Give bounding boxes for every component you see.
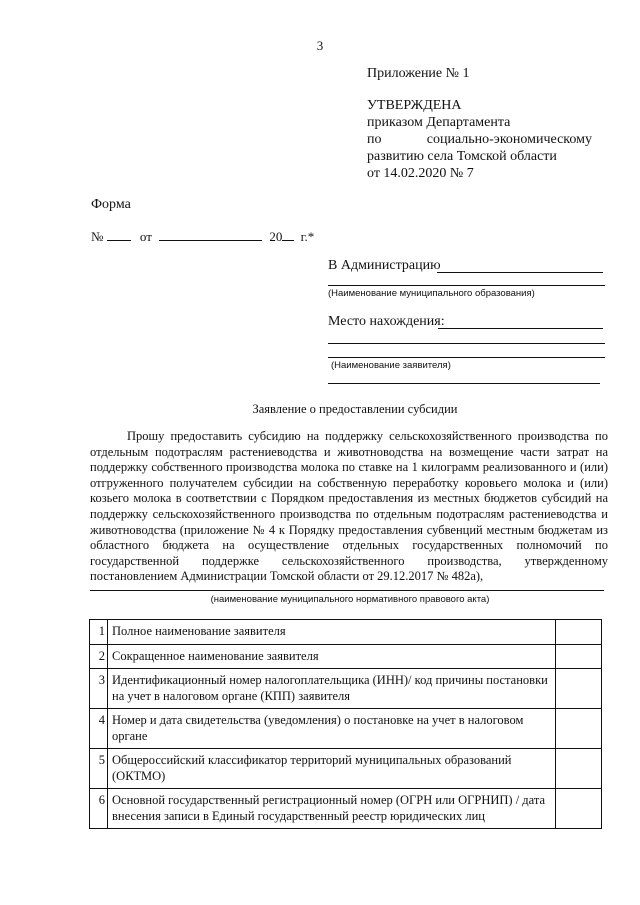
row-value-cell[interactable] [556, 749, 602, 789]
applicant-name-blank[interactable] [328, 357, 605, 358]
row-value-cell[interactable] [556, 644, 602, 669]
approval-line-1: УТВЕРЖДЕНА [367, 98, 462, 113]
row-label: Общероссийский классификатор территорий муниципальных образований (ОКТМО) [108, 749, 556, 789]
year-suffix: г.* [300, 229, 315, 244]
table-row [90, 669, 602, 709]
approval-line-3 [367, 131, 592, 148]
row-number: 4 [90, 709, 108, 749]
approval-block [367, 97, 592, 182]
table-row [90, 709, 602, 749]
approval-line-3-b: социально-экономическому [426, 132, 592, 147]
location-label: Место нахождения: [328, 314, 445, 329]
statement-title: Заявление о предоставлении субсидии [252, 402, 458, 416]
approval-line-4: развитию села Томской области [367, 149, 557, 164]
table-row [90, 620, 602, 645]
number-sign: № [91, 229, 104, 244]
row-number: 3 [90, 669, 108, 709]
row-number: 5 [90, 749, 108, 789]
year-prefix: 20 [269, 229, 283, 244]
admin-name-blank[interactable] [437, 272, 603, 273]
act-name-blank[interactable] [90, 590, 604, 591]
year-blank[interactable] [282, 228, 294, 241]
number-blank[interactable] [107, 228, 131, 241]
row-number: 6 [90, 789, 108, 829]
row-label: Номер и дата свидетельства (уведомления) о постановке на учет в налоговом органе [108, 709, 556, 749]
location-blank[interactable] [438, 328, 603, 329]
row-label: Сокращенное наименование заявителя [108, 644, 556, 669]
table-row [90, 789, 602, 829]
row-label: Основной государственный регистрационный номер (ОГРН или ОГРНИП) / дата внесения записи в Единый государственный реестр юридических лиц [108, 789, 556, 829]
table-row [90, 644, 602, 669]
row-number: 2 [90, 644, 108, 669]
row-value-cell[interactable] [556, 669, 602, 709]
date-from-label: от [139, 229, 152, 244]
row-value-cell[interactable] [556, 709, 602, 749]
page-number: 3 [316, 38, 324, 53]
form-label: Форма [91, 197, 131, 212]
table-row [90, 749, 602, 789]
approval-line-3-a: по [367, 132, 382, 147]
row-label: Идентификационный номер налогоплательщика (ИНН)/ код причины постановки на учет в налоговом органе (КПП) заявителя [108, 669, 556, 709]
row-number: 1 [90, 620, 108, 645]
statement-paragraph: Прошу предоставить субсидию на поддержку сельскохозяйственного производства по отдельным подотраслям растениеводства и животноводства на возмещение части затрат на поддержку собственного производства молока по ставке на 1 килограмм реализованного и (или) отгруженного получателем субсидии на собственную переработку коровьего молока и (или) козьего молока в соответствии с Порядком предоставления из местных бюджетов субсидий на поддержку сельскохозяйственного производства по отдельным подотраслям растениеводства и животноводства (приложение № 4 к Порядку предоставления субвенций местным бюджетам из областного бюджета на осуществление отдельных государственных полномочий по государственной поддержке сельскохозяйственного производства, утвержденному постановлением Администрации Томской области от 29.12.2017 № 482а), [90, 429, 608, 584]
admin-name-blank-2[interactable] [328, 285, 605, 286]
statement-body [90, 429, 608, 585]
row-label: Полное наименование заявителя [108, 620, 556, 645]
to-admin-label: В Администрацию [328, 258, 441, 273]
number-date-line [91, 228, 314, 245]
date-blank[interactable] [159, 228, 262, 241]
applicant-caption: (Наименование заявителя) [331, 360, 451, 371]
applicant-data-table [89, 619, 602, 829]
municipality-caption: (Наименование муниципального образования) [328, 288, 535, 299]
approval-line-5: от 14.02.2020 № 7 [367, 166, 474, 181]
applicant-name-blank-2[interactable] [328, 383, 600, 384]
act-caption: (наименование муниципального нормативного правового акта) [210, 594, 490, 605]
row-value-cell[interactable] [556, 789, 602, 829]
row-value-cell[interactable] [556, 620, 602, 645]
approval-line-2: приказом Департамента [367, 115, 511, 130]
appendix-title: Приложение № 1 [367, 66, 470, 81]
location-blank-2[interactable] [328, 343, 605, 344]
